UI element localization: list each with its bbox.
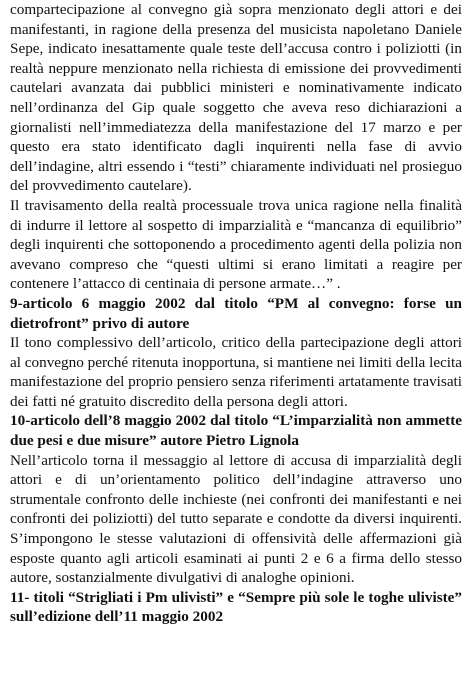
paragraph-article-10: Nell’articolo torna il messaggio al lettore di accusa di imparzialità degli attori e di un’orientamento politico dell’indagine attraverso uno strumentale confronto delle inchieste (nei confronti dei manifestanti e nei confronti dei poliziotti) del tutto separate e condotte da diversi inquirenti. S’impongono le stesse valutazioni di offensività delle affermazioni già esposte quanto agli articoli esaminati ai punti 2 e 6 a firma dello stesso autore, sostanzialmente divulgativi di analoghe opinioni. bbox=[10, 451, 462, 587]
section-heading-11: 11- titoli “Strigliati i Pm ulivisti” e “Sempre più sole le toghe uliviste” sull’edizione dell’11 maggio 2002 bbox=[10, 588, 462, 626]
section-heading-10: 10-articolo dell’8 maggio 2002 dal titolo “L’imparzialità non ammette due pesi e due misure” autore Pietro Lignola bbox=[10, 412, 462, 450]
paragraph-article-9: Il tono complessivo dell’articolo, critico della partecipazione degli attori al convegno perché ritenuta inopportuna, si mantiene nei limiti della lecita manifestazione del proprio pensiero senza riferimenti artatamente travisati dei fatti né gratuito discredito della persona degli attori. bbox=[10, 334, 462, 410]
section-heading-9: 9-articolo 6 maggio 2002 dal titolo “PM al convegno: forse un dietrofront” privo di autore bbox=[10, 294, 462, 332]
paragraph-travisamento: Il travisamento della realtà processuale trova unica ragione nella finalità di indurre il lettore al sospetto di imparzialità e “mancanza di equilibrio” degli inquirenti che sottoponendo a procedimento agenti della polizia non avevano compreso che “questi ultimi si erano limitati a reagire per contenere l’attacco di centinaia di persone armate…” . bbox=[10, 196, 462, 293]
document-page bbox=[10, 0, 462, 627]
paragraph-continuation: compartecipazione al convegno già sopra menzionato degli attori e dei manifestanti, in ragione della presenza del musicista napoletano Daniele Sepe, indicato inesattamente quale teste dell’accusa contro i poliziotti (in realtà neppure menzionato nella richiesta di emissione dei provvedimenti cautelari avanzata dai pubblici ministeri e nominativamente indicato nell’ordinanza del Gip quale soggetto che aveva reso dichiarazioni a giornalisti nell’immediatezza della manifestazione del 17 marzo e per questo era stato identificato dagli inquirenti nella fase di avvio dell’indagine, altri essendo i “testi” chiaramente individuati nel prosieguo del provvedimento cautelare). bbox=[10, 1, 462, 195]
